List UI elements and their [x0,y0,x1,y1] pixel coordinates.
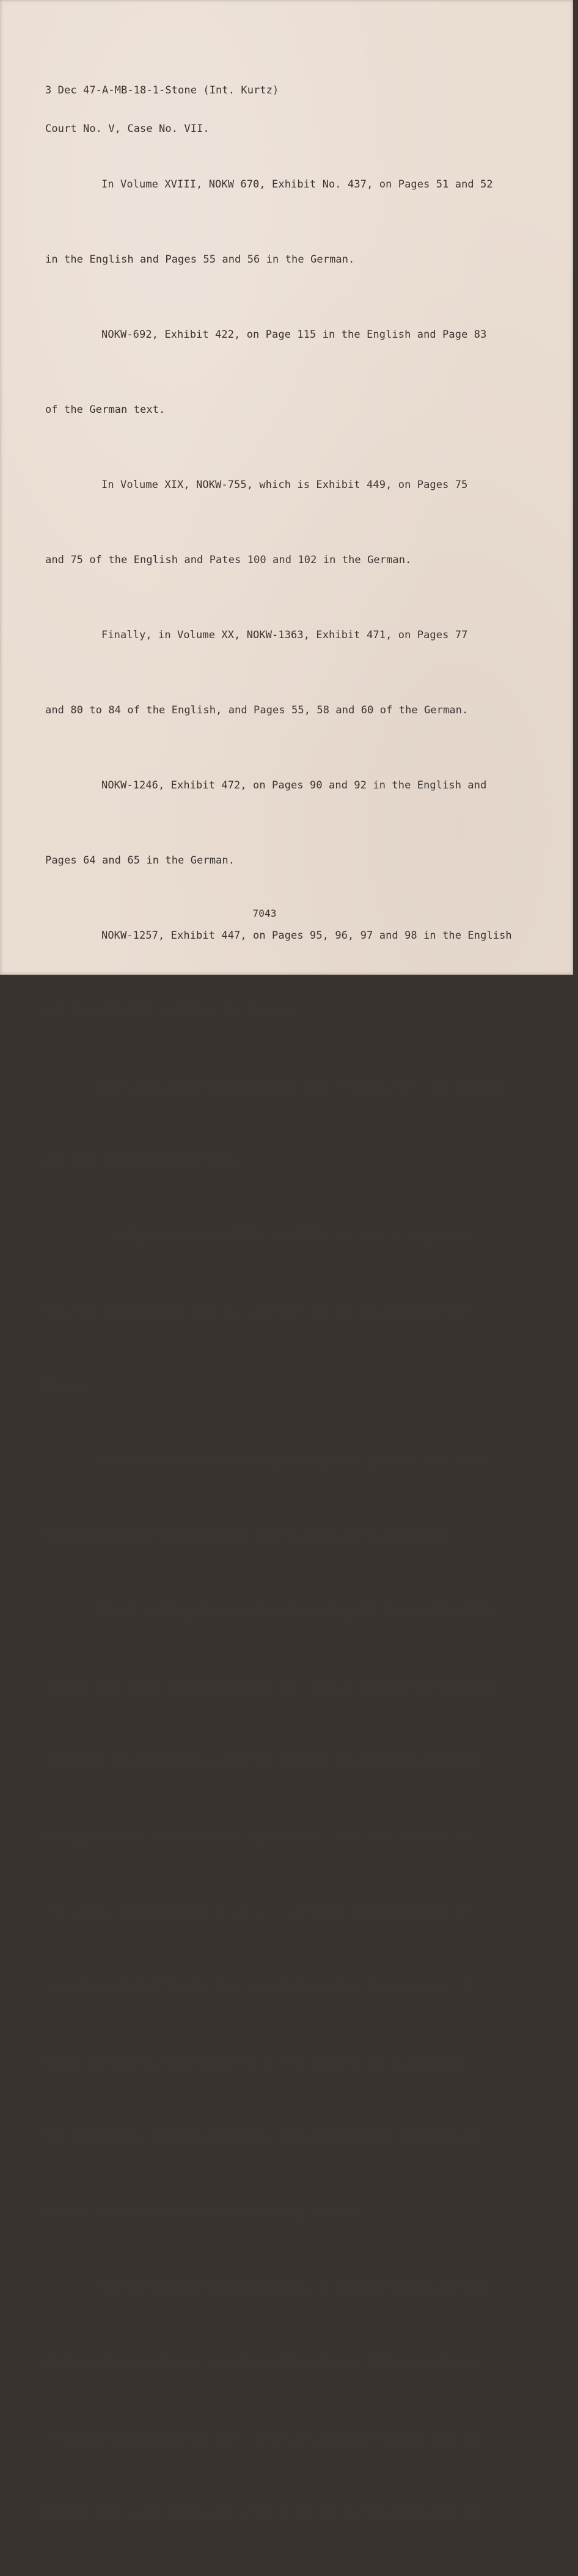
text-line: On Page 46 there is an enclosure. I beg your pardon; on Page [101,2282,487,2294]
text-line: This is offered as Felmy Exhibit No. 42. This is an order for the move- [45,1681,500,1693]
text-line: NOKW-692, Exhibit 422, on Page 115 in the English and Page 83 [101,329,487,341]
text-line: ments and the combing out within the scope of the Wytina Operation on [45,1756,481,1768]
text-line: the 117th Light Infantry Division. I shall not read the details of [45,1906,469,1918]
text-line: NOKW-1257, Exhibit 447, on Pages 95, 96, 97 and 98 in the English [101,930,512,942]
text-line: and 75 of the English and Pates 100 and 102 in the German. [45,554,412,566]
page-number: 7043 [252,908,277,919]
text-line: 29 August 1943. The date is 26 August 1943. This order comes from [45,1831,469,1843]
text-line: this document, but I would like briefly to analyze its contents. It [45,1981,475,1993]
text-line: 43 there is an enclosure, and it is called, "Enemy Information Paper [45,2357,475,2369]
text-line: First, in Felmy Document Book V, on Page 39, Document No. 101. [101,1606,493,1618]
text-line: Pages 64 and 65 in the German. [45,854,235,867]
text-line: and Pages 67, 68, and 69 in the German. [45,1005,292,1017]
text-line: Finally, in Volume XX, NOKW-1363, Exhibit 471, on Pages 77 [101,629,468,641]
text-line: Now, General, before I ask you to give us your own version of [101,1455,487,1468]
text-line: and 80 to 84 of the English, and Pages 55, 58 and 60 of the German. [45,704,469,716]
document-body [45,122,512,2576]
text-line: 112, 114 to 116 in the English, and Pages 78, 79, 80, and 81 of the [45,1305,469,1317]
text-line: the Peloponnes. As early as August, 1943, a mopping-up operation was [45,2131,481,2144]
text-line: and Page 73 of the German text. [45,1155,241,1167]
text-line: started there, but it did not lead to any success. [45,2207,361,2219]
header-line-1: 3 Dec 47-A-MB-18-1-Stone (Int. Kurtz) [45,84,279,96]
text-line: In Volume XVIII, NOKW 670, Exhibit No. 437, on Pages 51 and 52 [101,178,493,191]
text-line: Finally, NOKW-1402, which is Exhibit No. 476, on Pages 110, [101,1230,474,1242]
text-line: NOKW-1246, Exhibit 472, on Pages 90 and 92 in the English and [101,779,487,791]
header-line-2: Court No. V, Case No. VII. [45,123,210,135]
text-line: shows, on Page 40, that Kalavrita is an old centre of the bands in [45,2056,463,2068]
text-line: In Volume XIX, NOKW-755, which is Exhibit 449, on Pages 75 [101,479,468,491]
text-line: NOKW-1555, which is Exhibit No. 475, on Page 103 of the English [101,1080,500,1092]
text-line: becomes clear, and I draw particular attention in this connection to [45,2507,475,2519]
text-line: of the German text. [45,404,166,416]
text-line: German. [45,1380,90,1392]
text-line: in the English and Pages 55 and 56 in the German. [45,253,355,266]
text-line: for North and West Peloponnes." From this Enemy Information Paper it [45,2432,481,2444]
text-line: the Kalavrita Operation I should like to submit a few documents. [45,1530,450,1543]
